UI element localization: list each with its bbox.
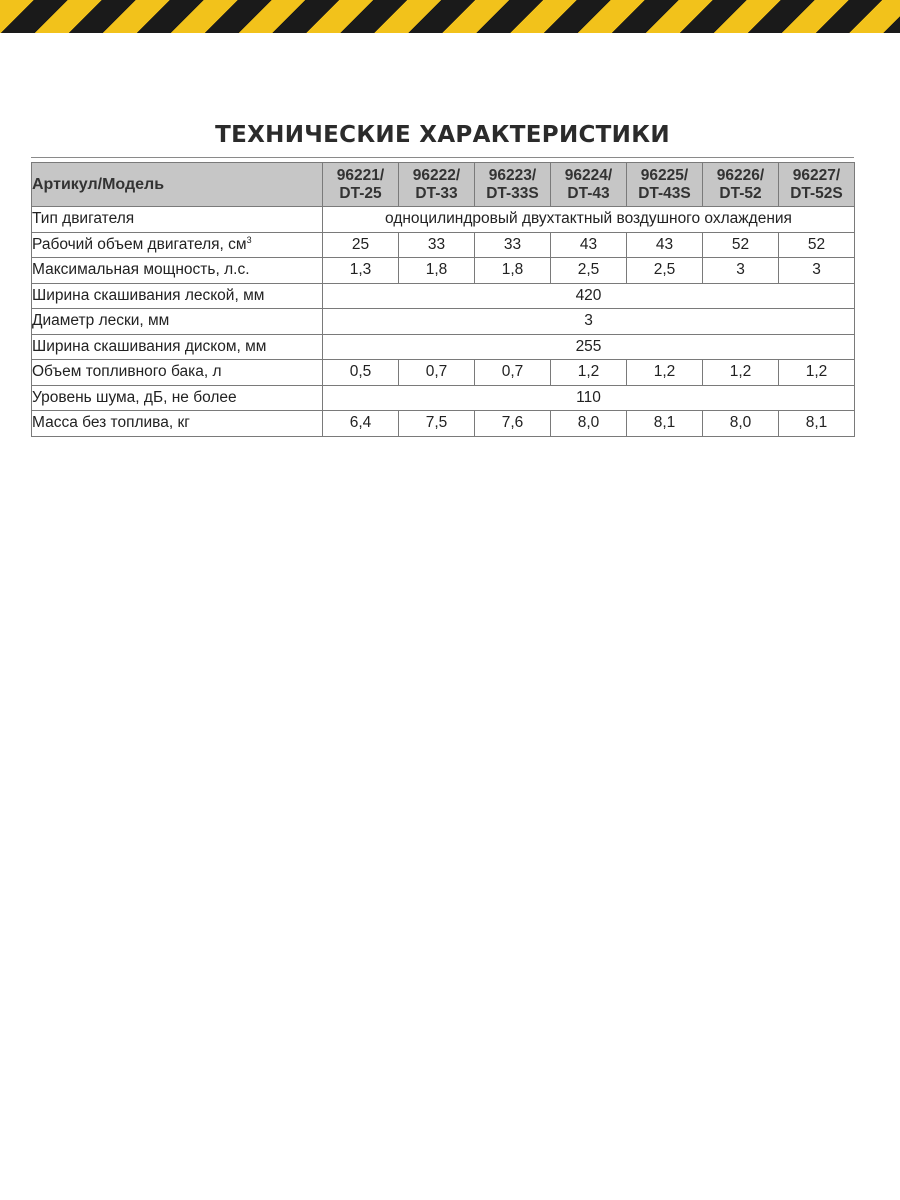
model-header: [551, 163, 627, 207]
table-row: [32, 411, 855, 437]
model-article: 96221/: [336, 166, 385, 184]
model-name: DT-33: [415, 184, 458, 202]
cell-value: 1,2: [627, 360, 703, 386]
row-label: Диаметр лески, мм: [32, 309, 323, 335]
model-name: DT-25: [339, 184, 382, 202]
merged-value: 3: [323, 309, 855, 335]
model-header: [779, 163, 855, 207]
cell-value: 1,2: [703, 360, 779, 386]
row-label: Масса без топлива, кг: [32, 411, 323, 437]
title-divider: [31, 157, 854, 158]
row-label: [32, 232, 323, 258]
cell-value: 0,7: [399, 360, 475, 386]
table-row: [32, 385, 855, 411]
row-label: Ширина скашивания леской, мм: [32, 283, 323, 309]
page-title: ТЕХНИЧЕСКИЕ ХАРАКТЕРИСТИКИ: [215, 122, 670, 148]
cell-value: 1,2: [551, 360, 627, 386]
table-row: [32, 309, 855, 335]
cell-value: 2,5: [627, 258, 703, 284]
model-article: 96224/: [564, 166, 613, 184]
merged-value: одноцилиндровый двухтактный воздушного охлаждения: [323, 207, 855, 233]
table-row: [32, 207, 855, 233]
cell-value: 52: [779, 232, 855, 258]
row-label: Ширина скашивания диском, мм: [32, 334, 323, 360]
table-row: [32, 258, 855, 284]
cell-value: 6,4: [323, 411, 399, 437]
row-label: Уровень шума, дБ, не более: [32, 385, 323, 411]
model-header: [399, 163, 475, 207]
table-row: [32, 283, 855, 309]
table-row: [32, 232, 855, 258]
cell-value: 8,0: [703, 411, 779, 437]
model-article: 96222/: [412, 166, 461, 184]
cell-value: 0,7: [475, 360, 551, 386]
table-row: [32, 360, 855, 386]
model-header: [323, 163, 399, 207]
cell-value: 7,6: [475, 411, 551, 437]
model-header: [475, 163, 551, 207]
cell-value: 2,5: [551, 258, 627, 284]
model-name: DT-52S: [790, 184, 843, 202]
cell-value: 7,5: [399, 411, 475, 437]
merged-value: 420: [323, 283, 855, 309]
row-label: Объем топливного бака, л: [32, 360, 323, 386]
cell-value: 43: [551, 232, 627, 258]
hazard-stripe-banner: [0, 0, 900, 33]
row-label: Тип двигателя: [32, 207, 323, 233]
model-name: DT-43: [567, 184, 610, 202]
cell-value: 33: [399, 232, 475, 258]
cell-value: 1,2: [779, 360, 855, 386]
model-article: 96223/: [488, 166, 537, 184]
merged-value: 110: [323, 385, 855, 411]
cell-value: 33: [475, 232, 551, 258]
header-label: Артикул/Модель: [32, 163, 323, 207]
row-label: Максимальная мощность, л.с.: [32, 258, 323, 284]
cell-value: 52: [703, 232, 779, 258]
cell-value: 43: [627, 232, 703, 258]
cell-value: 3: [779, 258, 855, 284]
model-header: [703, 163, 779, 207]
cell-value: 3: [703, 258, 779, 284]
cell-value: 0,5: [323, 360, 399, 386]
model-name: DT-43S: [638, 184, 691, 202]
cell-value: 8,1: [779, 411, 855, 437]
model-header: [627, 163, 703, 207]
model-name: DT-33S: [486, 184, 539, 202]
cell-value: 8,0: [551, 411, 627, 437]
model-name: DT-52: [719, 184, 762, 202]
specs-table: [31, 162, 855, 437]
cell-value: 1,8: [399, 258, 475, 284]
model-article: 96227/: [792, 166, 841, 184]
cell-value: 8,1: [627, 411, 703, 437]
cell-value: 25: [323, 232, 399, 258]
table-row: [32, 334, 855, 360]
header-row: [32, 163, 855, 207]
cell-value: 1,3: [323, 258, 399, 284]
row-label-text: Рабочий объем двигателя, см: [32, 235, 247, 253]
cell-value: 1,8: [475, 258, 551, 284]
model-article: 96226/: [716, 166, 765, 184]
merged-value: 255: [323, 334, 855, 360]
model-article: 96225/: [640, 166, 689, 184]
row-label-sup: 3: [246, 234, 252, 245]
